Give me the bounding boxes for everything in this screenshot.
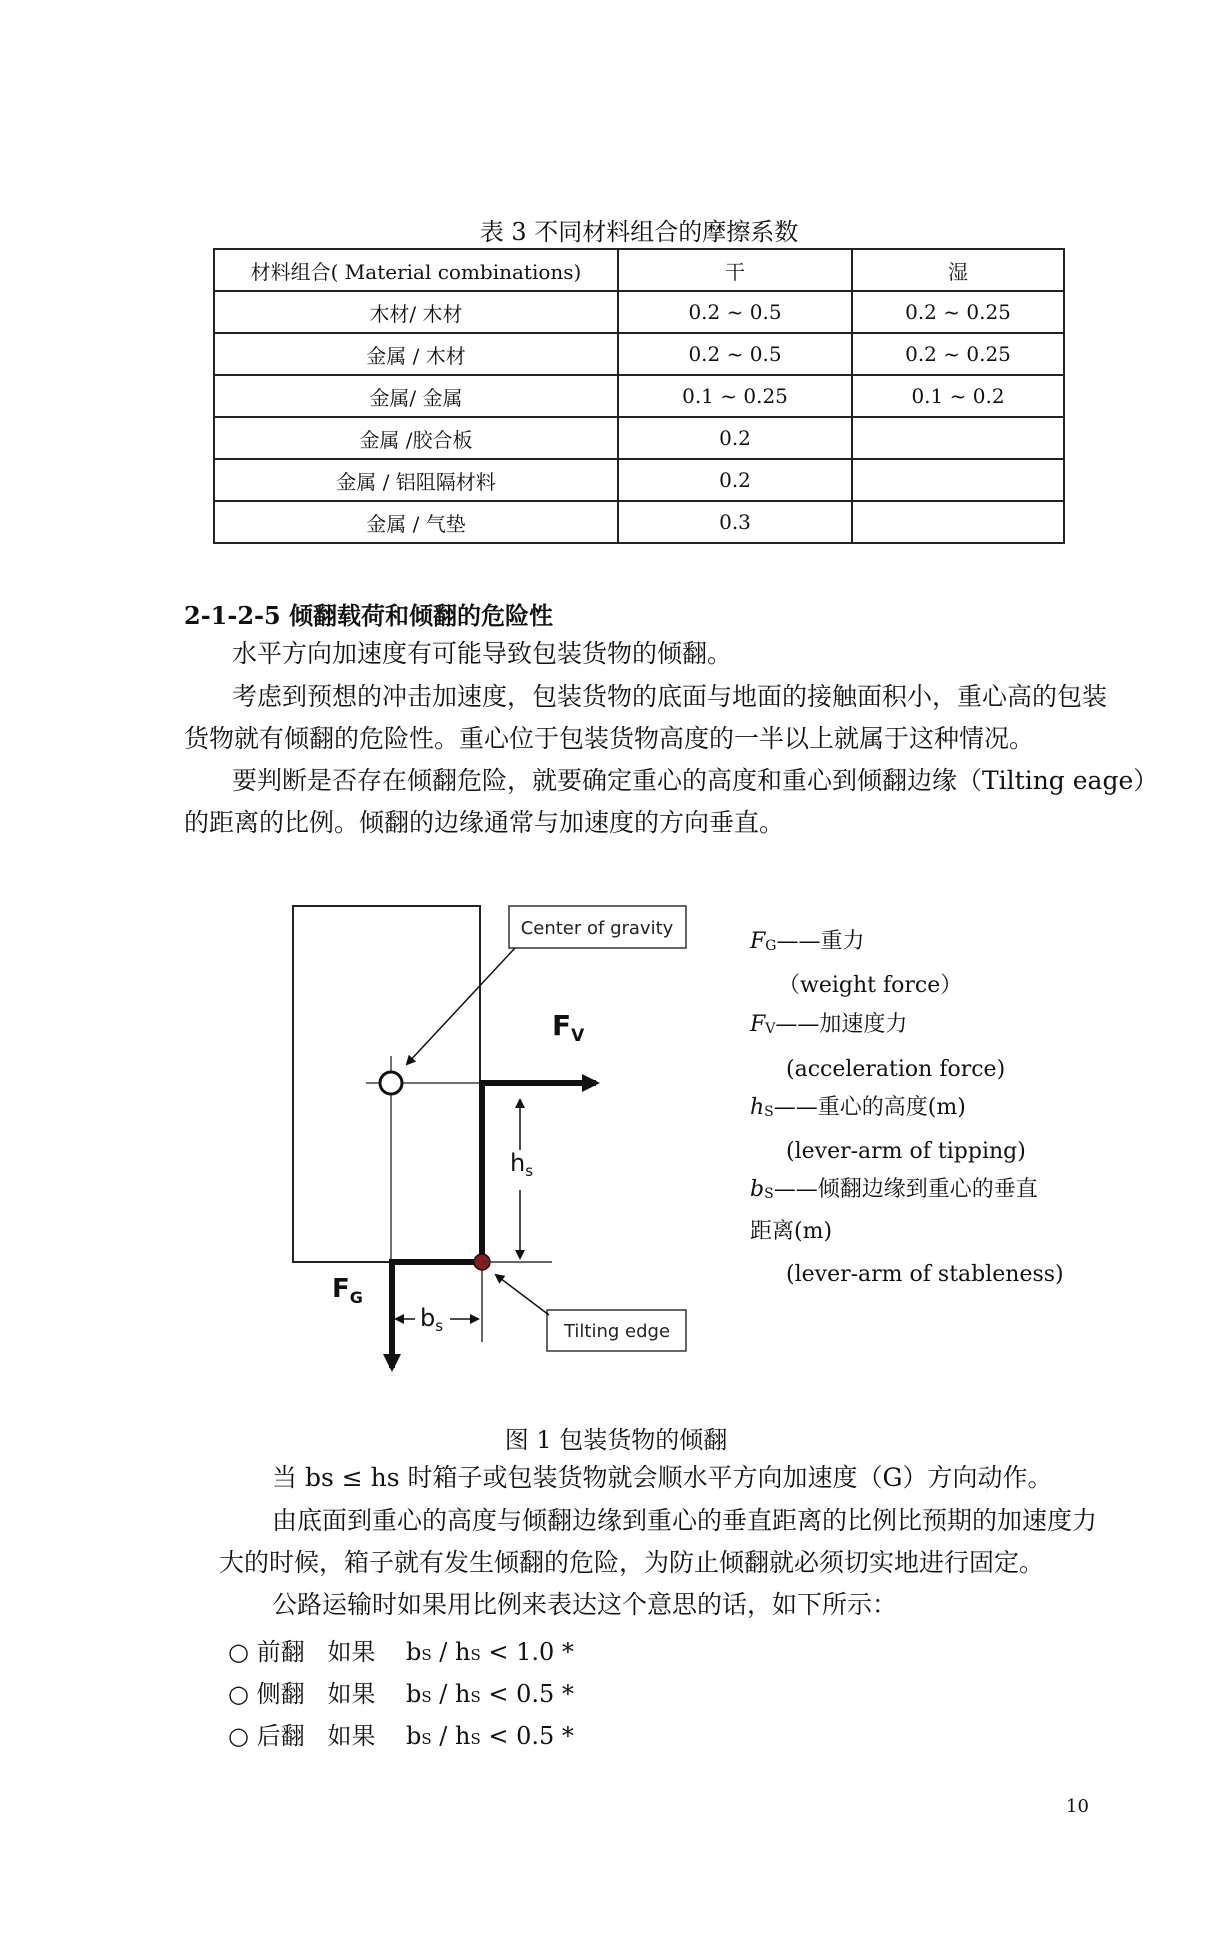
cell-wet: 0.2 ~ 0.25 — [852, 333, 1064, 375]
cell-dry: 0.3 — [618, 501, 852, 543]
cell-dry: 0.2 ~ 0.5 — [618, 333, 852, 375]
legend-bs-line2: 距离(m) — [750, 1219, 833, 1244]
tilting-edge-pointer — [496, 1275, 549, 1315]
cell-wet: 0.2 ~ 0.25 — [852, 291, 1064, 333]
header-material: 材料组合( Material combinations) — [214, 249, 618, 291]
fv-arrow — [482, 1083, 596, 1262]
paragraph: 的距离的比例。倾翻的边缘通常与加速度的方向垂直。 — [184, 808, 785, 837]
page-number: 10 — [1066, 1796, 1089, 1817]
paragraph: 水平方向加速度有可能导致包装货物的倾翻。 — [232, 639, 733, 668]
paragraph: 要判断是否存在倾翻危险，就要确定重心的高度和重心到倾翻边缘（Tilting eage） — [232, 766, 1159, 795]
header-wet: 湿 — [852, 249, 1064, 291]
cell-dry: 0.2 — [618, 417, 852, 459]
cell-material: 金属 /胶合板 — [214, 417, 618, 459]
hs-label: $h_s$ — [510, 1149, 534, 1180]
legend-bs: bS——倾翻边缘到重心的垂直 — [750, 1177, 1038, 1202]
table-caption: 表 3 不同材料组合的摩擦系数 — [479, 218, 799, 246]
paragraph: 由底面到重心的高度与倾翻边缘到重心的垂直距离的比例比预期的加速度力 — [272, 1506, 1098, 1535]
legend-fg: FG——重力 — [750, 929, 865, 954]
cell-material: 木材/ 木材 — [214, 291, 618, 333]
cell-material: 金属 / 木材 — [214, 333, 618, 375]
list-item: ○ 前翻 如果 bS / hS < 1.0 * — [228, 1638, 574, 1666]
center-of-gravity-marker — [380, 1072, 402, 1094]
fg-label: $F_G$ — [332, 1274, 363, 1307]
legend-bs-en: (lever-arm of stableness) — [786, 1262, 1064, 1287]
cell-material: 金属/ 金属 — [214, 375, 618, 417]
callout-pointer — [407, 948, 515, 1064]
cell-material: 金属 / 气垫 — [214, 501, 618, 543]
center-of-gravity-label: Center of gravity — [520, 918, 674, 939]
legend-fg-en: （weight force） — [778, 973, 963, 998]
list-item: ○ 侧翻 如果 bS / hS < 0.5 * — [228, 1680, 574, 1708]
header-dry: 干 — [618, 249, 852, 291]
bs-label: $b_s$ — [420, 1304, 444, 1335]
paragraph: 公路运输时如果用比例来表达这个意思的话，如下所示： — [272, 1590, 898, 1619]
legend-fv-en: (acceleration force) — [786, 1057, 1006, 1082]
cell-dry: 0.2 — [618, 459, 852, 501]
fv-label: $F_V$ — [552, 1009, 585, 1046]
figure-caption: 图 1 包装货物的倾翻 — [504, 1426, 728, 1454]
paragraph: 考虑到预想的冲击加速度，包装货物的底面与地面的接触面积小，重心高的包装 — [232, 682, 1108, 711]
paragraph: 大的时候，箱子就有发生倾翻的危险，为防止倾翻就必须切实地进行固定。 — [219, 1548, 1045, 1577]
legend-hs: hS——重心的高度(m) — [750, 1095, 966, 1120]
paragraph: 货物就有倾翻的危险性。重心位于包装货物高度的一半以上就属于这种情况。 — [184, 724, 1035, 753]
section-heading: 2-1-2-5 倾翻载荷和倾翻的危险性 — [184, 601, 554, 630]
legend-hs-en: (lever-arm of tipping) — [786, 1139, 1026, 1164]
legend-fv: FV——加速度力 — [750, 1012, 908, 1037]
tilting-edge-label: Tilting edge — [563, 1321, 671, 1342]
cell-dry: 0.2 ~ 0.5 — [618, 291, 852, 333]
cell-dry: 0.1 ~ 0.25 — [618, 375, 852, 417]
cell-material: 金属 / 铝阻隔材料 — [214, 459, 618, 501]
list-item: ○ 后翻 如果 bS / hS < 0.5 * — [228, 1722, 574, 1750]
paragraph: 当 bs ≤ hs 时箱子或包装货物就会顺水平方向加速度（G）方向动作。 — [272, 1463, 1053, 1492]
cell-wet: 0.1 ~ 0.2 — [852, 375, 1064, 417]
fg-arrow — [392, 1262, 482, 1368]
